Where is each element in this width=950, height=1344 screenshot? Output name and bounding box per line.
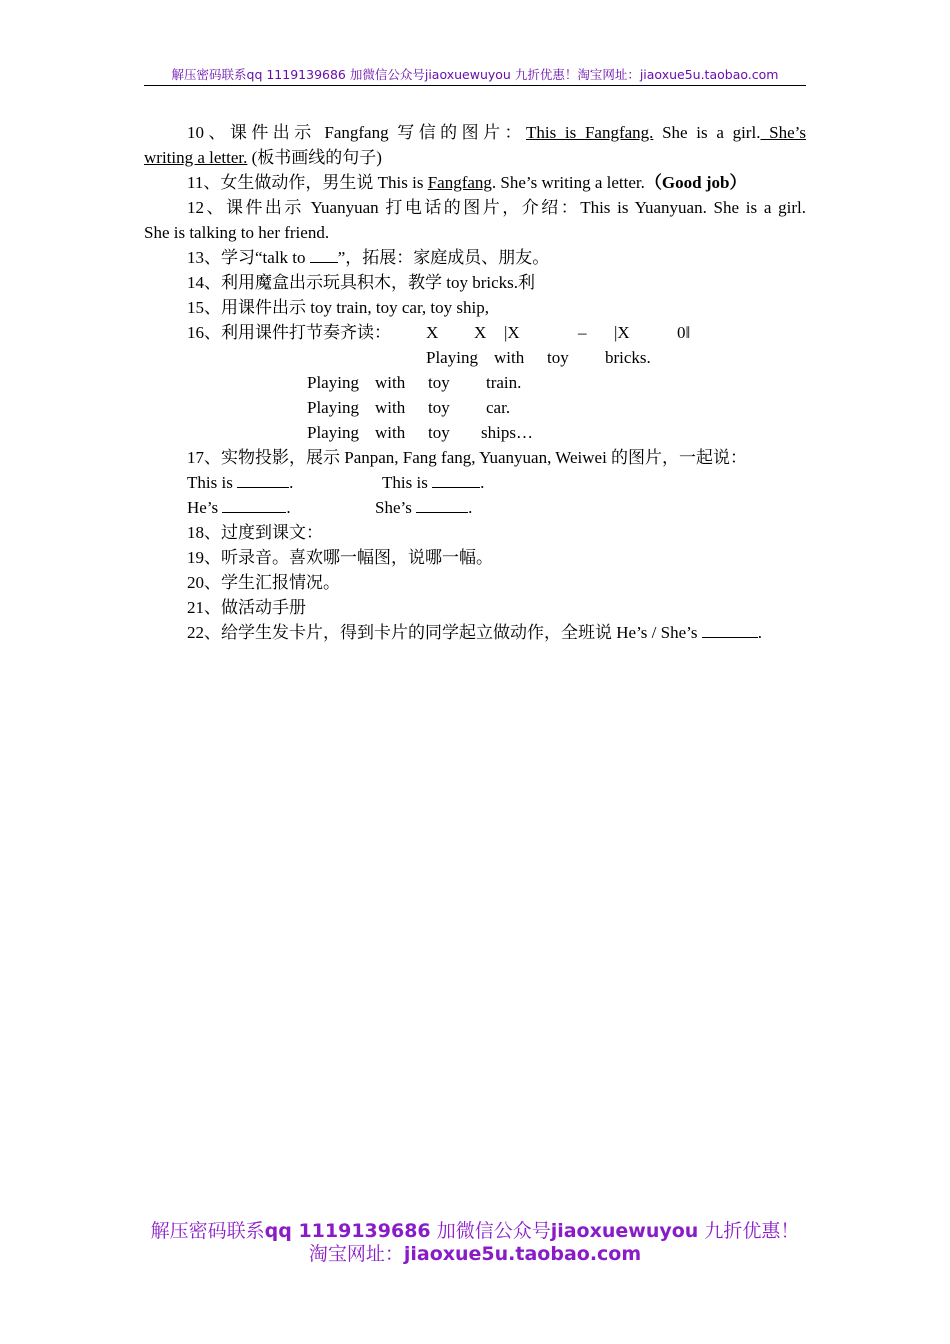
item-10-line-2 <box>144 145 806 170</box>
item-11 <box>144 170 806 195</box>
footer-text: 加微信公众号 <box>430 1220 551 1242</box>
this-is-2 <box>382 470 484 495</box>
chant-line <box>144 370 806 395</box>
item-22 <box>144 620 806 645</box>
item-11-paren-close: ） <box>729 173 747 192</box>
item-10-underlined-3: writing a letter. <box>144 148 248 167</box>
footer-text: 解压密码联系 <box>150 1220 265 1242</box>
item-13-text: 13、学习“talk to <box>187 248 310 267</box>
footer-text: 淘宝网址： <box>308 1243 404 1265</box>
rhythm-mark: X <box>426 323 439 342</box>
chant-line <box>144 345 806 370</box>
shes-label: She’s <box>375 498 417 517</box>
page-header: 解压密码联系qq 1119139686 加微信公众号jiaoxuewuyou 九折优惠！淘宝网址：jiaoxue5u.taobao.com <box>144 66 806 86</box>
chant-word: Playing <box>307 423 359 442</box>
item-18: 18、过度到课文： <box>187 523 323 542</box>
chant-word: toy <box>428 398 450 417</box>
item-11-text-2: . She’s writing a letter. <box>491 173 645 192</box>
item-10-text: 10、课件出示 Fangfang 写信的图片： <box>187 123 526 142</box>
period: . <box>286 498 291 517</box>
footer-qq: qq 1119139686 <box>264 1220 431 1242</box>
item-22-text: 22、给学生发卡片，得到卡片的同学起立做动作，全班说 He’s / She’s <box>187 623 702 642</box>
chant-word: train. <box>486 373 522 392</box>
item-19: 19、听录音。喜欢哪一幅图，说哪一幅。 <box>187 548 493 567</box>
hes-label: He’s <box>187 498 223 517</box>
item-10-line-1 <box>144 120 806 145</box>
chant-line <box>144 395 806 420</box>
chant-word: toy <box>547 348 569 367</box>
chant-line <box>144 420 806 445</box>
footer-line-2 <box>0 1241 950 1267</box>
item-17-blanks-1 <box>144 470 806 495</box>
item-10-text-2: She is a girl. <box>653 123 761 142</box>
chant-word: ships… <box>481 423 533 442</box>
item-13-text-2: ”，拓展：家庭成员、朋友。 <box>337 248 550 267</box>
item-11-underlined: Fangfang <box>427 173 492 192</box>
answer-blank <box>237 471 289 488</box>
chant-word: Playing <box>426 348 478 367</box>
this-is-label: This is <box>187 473 238 492</box>
rhythm-mark: |X <box>614 323 630 342</box>
item-12-line-1: 12、课件出示 Yuanyuan 打电话的图片，介绍：This is Yuanyuan. She is a girl. <box>187 198 806 217</box>
footer-wechat: jiaoxuewuyou <box>550 1220 699 1242</box>
item-14: 14、利用魔盒出示玩具积木，教学 toy bricks.利 <box>187 273 536 292</box>
chant-word: with <box>375 398 406 417</box>
item-10-underlined-1: This is Fangfang. <box>525 123 654 142</box>
hes <box>187 495 291 520</box>
chant-word: bricks. <box>605 348 651 367</box>
rhythm-mark: |X <box>504 323 520 342</box>
chant-word: with <box>494 348 525 367</box>
item-13 <box>144 245 806 270</box>
item-11-paren-open: （ <box>644 173 662 192</box>
period: . <box>757 623 762 642</box>
item-16 <box>144 320 806 345</box>
period: . <box>480 473 485 492</box>
item-13-blank <box>310 246 338 263</box>
chant-word: Playing <box>307 398 359 417</box>
answer-blank <box>432 471 480 488</box>
item-15: 15、用课件出示 toy train, toy car, toy ship, <box>187 298 489 317</box>
chant-word: with <box>375 373 406 392</box>
item-17-blanks-2 <box>144 495 806 520</box>
item-20: 20、学生汇报情况。 <box>187 573 340 592</box>
item-11-good-job: Good job <box>661 173 730 192</box>
chant-word: car. <box>486 398 511 417</box>
chant-word: toy <box>428 423 450 442</box>
answer-blank <box>222 496 286 513</box>
rhythm-mark: 0‖ <box>677 323 691 342</box>
this-is-label: This is <box>382 473 433 492</box>
item-16-text: 16、利用课件打节奏齐读： <box>187 323 391 342</box>
document-body <box>144 120 806 645</box>
footer-text: 九折优惠！ <box>698 1220 800 1242</box>
rhythm-mark: – <box>578 323 587 342</box>
answer-blank <box>702 621 758 638</box>
chant-word: Playing <box>307 373 359 392</box>
chant-word: with <box>375 423 406 442</box>
rhythm-mark: X <box>474 323 487 342</box>
item-21: 21、做活动手册 <box>187 598 306 617</box>
item-10-underlined-2: She’s <box>760 123 806 142</box>
shes <box>375 495 472 520</box>
period: . <box>289 473 294 492</box>
item-12-line-2: She is talking to her friend. <box>144 223 330 242</box>
chant-word: toy <box>428 373 450 392</box>
item-10-note: (板书画线的句子) <box>247 148 382 167</box>
footer-url: jiaoxue5u.taobao.com <box>403 1243 642 1265</box>
this-is-1 <box>187 470 293 495</box>
item-17: 17、实物投影，展示 Panpan, Fang fang, Yuanyuan, Weiwei 的图片，一起说： <box>187 448 748 467</box>
answer-blank <box>416 496 468 513</box>
period: . <box>468 498 473 517</box>
item-11-text: 11、女生做动作，男生说 This is <box>187 173 428 192</box>
